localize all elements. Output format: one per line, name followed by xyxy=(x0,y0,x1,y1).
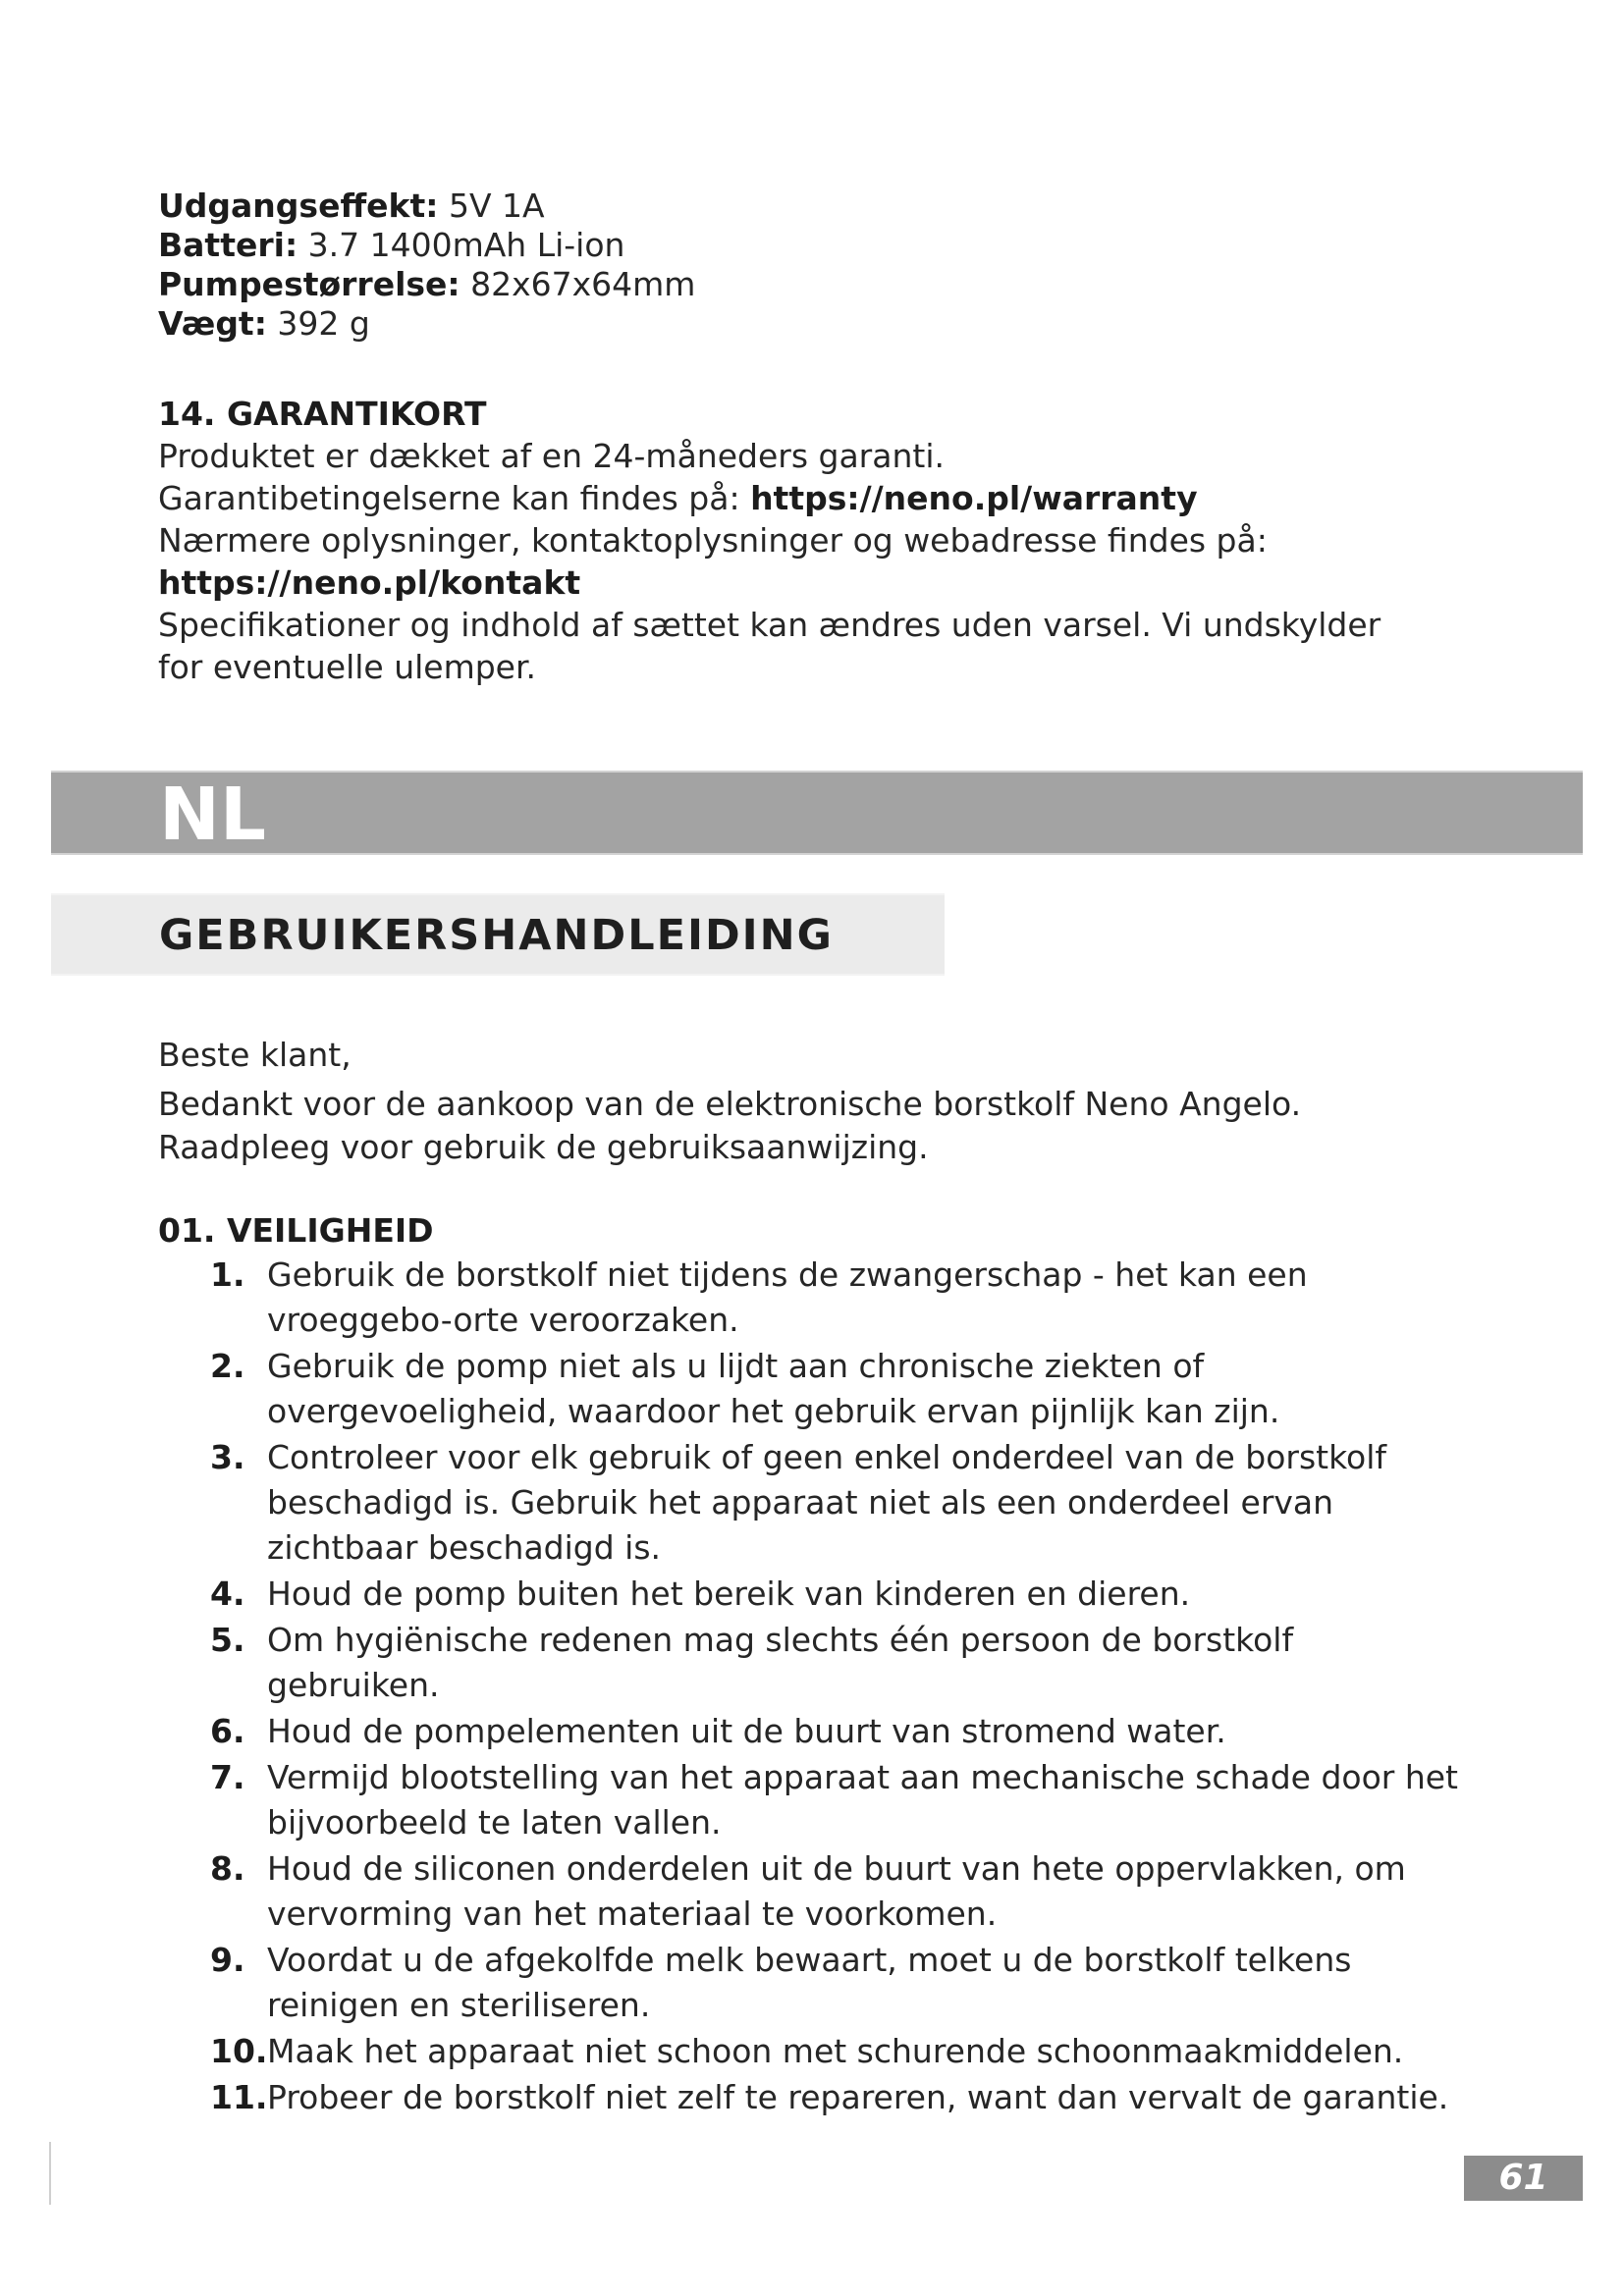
greeting: Beste klant, xyxy=(158,1036,352,1074)
warranty-line-4: Specifikationer og indhold af sættet kan ændres uden varsel. Vi undskylder for eventuelle ulemper. xyxy=(158,606,1381,686)
list-item xyxy=(210,1709,1477,1754)
warranty-heading: 14. GARANTIKORT xyxy=(158,395,487,433)
item-number: 5. xyxy=(210,1621,245,1659)
contact-link[interactable]: https://neno.pl/kontakt xyxy=(158,563,581,602)
spec-weight xyxy=(158,304,695,344)
item-text: Gebruik de pomp niet als u lijdt aan chronische ziekten of overgevoeligheid, waardoor het gebruik ervan pijnlijk kan zijn. xyxy=(267,1347,1280,1430)
warranty-line-2 xyxy=(158,477,1435,519)
item-number: 2. xyxy=(210,1347,245,1385)
language-code: NL xyxy=(159,773,267,857)
warranty-line-2-text: Garantibetingelserne kan findes på: xyxy=(158,479,751,517)
list-item xyxy=(210,2075,1477,2120)
item-text: Vermijd blootstelling van het apparaat aan mechanische schade door het bijvoorbeeld te laten vallen. xyxy=(267,1758,1458,1842)
list-item xyxy=(210,1253,1477,1343)
spec-label: Batteri: xyxy=(158,226,298,264)
list-item xyxy=(210,1344,1477,1434)
item-number: 6. xyxy=(210,1712,245,1750)
margin-rule xyxy=(49,2142,51,2205)
item-text: Maak het apparaat niet schoon met schurende schoonmaakmiddelen. xyxy=(267,2032,1404,2070)
spec-label: Udgangseffekt: xyxy=(158,187,439,225)
language-banner xyxy=(51,771,1583,855)
list-item xyxy=(210,1755,1477,1845)
spec-battery xyxy=(158,226,695,265)
item-text: Houd de pompelementen uit de buurt van stromend water. xyxy=(267,1712,1226,1750)
list-item xyxy=(210,1618,1477,1708)
list-item xyxy=(210,1435,1477,1571)
item-text: Om hygiënische redenen mag slechts één persoon de borstkolf gebruiken. xyxy=(267,1621,1294,1704)
list-item xyxy=(210,1572,1477,1617)
warranty-line-1: Produktet er dækket af en 24-måneders garanti. xyxy=(158,437,945,475)
spec-value: 3.7 1400mAh Li-ion xyxy=(298,226,625,264)
item-number: 1. xyxy=(210,1255,245,1294)
list-item xyxy=(210,1846,1477,1937)
item-text: Controleer voor elk gebruik of geen enkel onderdeel van de borstkolf beschadigd is. Gebruik het apparaat niet als een onderdeel ervan zichtbaar beschadigd is. xyxy=(267,1438,1386,1567)
warranty-line-3: Nærmere oplysninger, kontaktoplysninger og webadresse findes på: xyxy=(158,521,1268,560)
spec-list xyxy=(158,187,695,344)
item-text: Houd de pomp buiten het bereik van kinderen en dieren. xyxy=(267,1575,1191,1613)
safety-heading: 01. VEILIGHEID xyxy=(158,1211,434,1250)
spec-value: 5V 1A xyxy=(438,187,545,225)
warranty-section xyxy=(158,393,1435,688)
item-number: 11. xyxy=(210,2078,268,2116)
spec-value: 82x67x64mm xyxy=(460,265,696,303)
spec-output xyxy=(158,187,695,226)
title-banner xyxy=(51,893,945,976)
item-number: 8. xyxy=(210,1849,245,1888)
item-number: 3. xyxy=(210,1438,245,1476)
spec-value: 392 g xyxy=(266,304,370,343)
item-number: 9. xyxy=(210,1941,245,1979)
spec-label: Pumpestørrelse: xyxy=(158,265,460,303)
safety-list xyxy=(210,1253,1477,2121)
item-number: 10. xyxy=(210,2032,268,2070)
item-text: Probeer de borstkolf niet zelf te repareren, want dan vervalt de garantie. xyxy=(267,2078,1449,2116)
page-number: 61 xyxy=(1464,2156,1583,2201)
item-text: Gebruik de borstkolf niet tijdens de zwangerschap - het kan een vroeggebo-orte veroorzaken. xyxy=(267,1255,1308,1339)
item-text: Houd de siliconen onderdelen uit de buurt van hete oppervlakken, om vervorming van het materiaal te voorkomen. xyxy=(267,1849,1406,1933)
spec-pump-size xyxy=(158,265,695,304)
intro-section xyxy=(158,1034,1464,1169)
spec-label: Vægt: xyxy=(158,304,267,343)
item-number: 7. xyxy=(210,1758,245,1796)
warranty-link[interactable]: https://neno.pl/warranty xyxy=(750,479,1198,517)
list-item xyxy=(210,2029,1477,2074)
item-text: Voordat u de afgekolfde melk bewaart, moet u de borstkolf telkens reinigen en steriliseren. xyxy=(267,1941,1352,2024)
intro-body: Bedankt voor de aankoop van de elektronische borstkolf Neno Angelo. Raadpleeg voor gebruik de gebruiksaanwijzing. xyxy=(158,1085,1302,1166)
page-title: GEBRUIKERSHANDLEIDING xyxy=(159,911,834,960)
list-item xyxy=(210,1938,1477,2028)
item-number: 4. xyxy=(210,1575,245,1613)
